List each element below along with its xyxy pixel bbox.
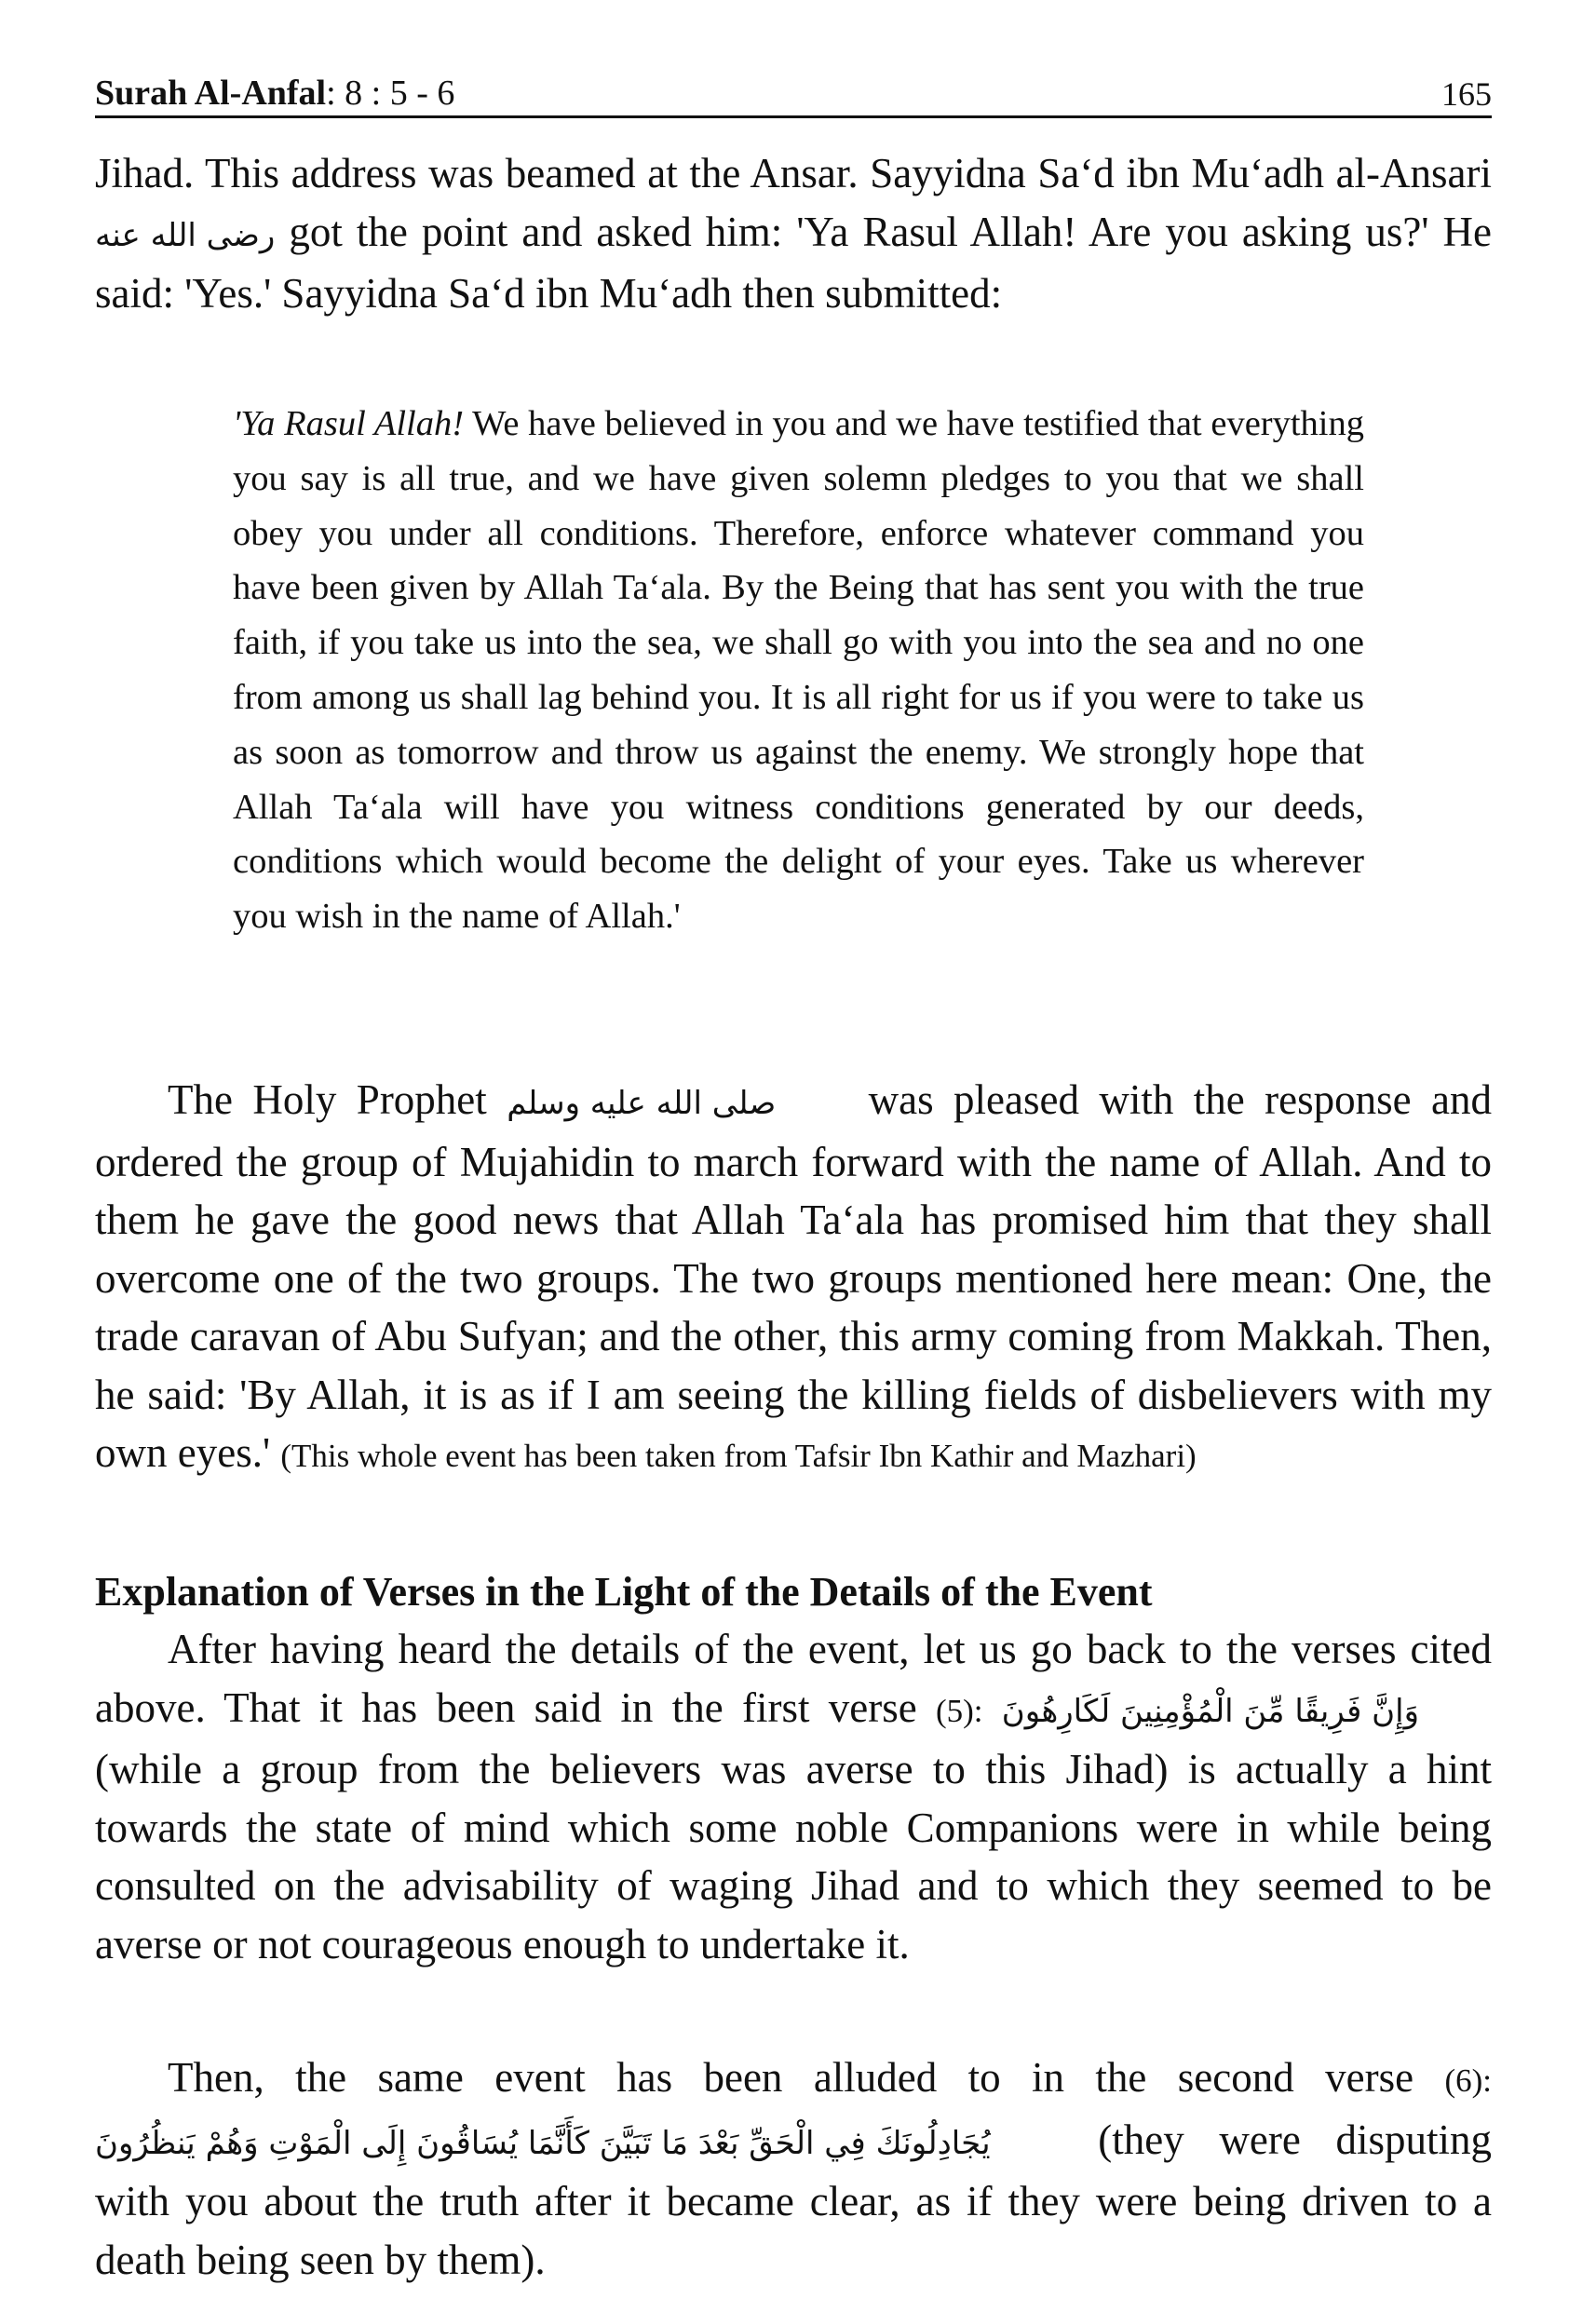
surah-name: Surah Al-Anfal (95, 74, 327, 113)
section-heading: Explanation of Verses in the Light of the Details of the Event (95, 1569, 1153, 1615)
running-header (95, 58, 1492, 114)
verse-number-5: (5): (935, 1692, 983, 1729)
source-note: (This whole event has been taken from Tafsir Ibn Kathir and Mazhari) (280, 1438, 1197, 1474)
arabic-salutation: صلى الله عليه وسلم (507, 1085, 777, 1122)
para1-text-a: Jihad. This address was beamed at the Ansar. Sayyidna Sa‘d ibn Mu‘adh al-Ansari (95, 150, 1492, 196)
para4-text-a: Then, the same event has been alluded to in the second verse (168, 2054, 1414, 2101)
para4-text-b: (they were disputing with you about the truth after it became clear, as if they were being driven to a death being seen by them). (95, 2116, 1492, 2283)
verse-number-6: (6): (1444, 2062, 1492, 2099)
arabic-verse-5: وَإِنَّ فَرِيقًا مِّنَ الْمُؤْمِنِينَ لَكَارِهُونَ (1001, 1692, 1420, 1730)
para3-text-a: After having heard the details of the event, let us go back to the verses cited above. That it has been said in the first verse (95, 1626, 1492, 1731)
paragraph-1 (95, 144, 1492, 323)
para2-text-a: The Holy Prophet (168, 1076, 487, 1123)
paragraph-3 (95, 1620, 1492, 1973)
paragraph-4 (95, 2048, 1492, 2289)
arabic-verse-6: يُجَادِلُونَكَ فِي الْحَقِّ بَعْدَ مَا تَبَيَّنَ كَأَنَّمَا يُسَاقُونَ إِلَى الْمَوْتِ وَهُمْ يَنظُرُونَ (95, 2124, 991, 2162)
verse-reference: : 8 : 5 - 6 (326, 74, 455, 113)
header-divider (95, 115, 1492, 118)
page-number: 165 (1441, 75, 1492, 113)
arabic-honorific: رضى الله عنه (95, 216, 276, 254)
para3-text-b: (while a group from the believers was averse to this Jihad) is actually a hint towards the state of mind which some noble Companions were in while being consulted on the advisability of waging Jihad and to which they seemed to be averse or not courageous enough to undertake it. (95, 1746, 1492, 1967)
para1-text-b: got the point and asked him: 'Ya Rasul Allah! Are you asking us?' He said: 'Yes.' Sayyidna Sa‘d ibn Mu‘adh then submitted: (95, 208, 1492, 317)
header-title (95, 73, 454, 114)
quote-lead: 'Ya Rasul Allah! (233, 404, 465, 443)
quote-text: We have believed in you and we have testified that everything you say is all true, and we have given solemn pledges to you that we shall obey you under all conditions. Therefore, enforce whatever command you have been given by Allah Ta‘ala. By the Being that has sent you with the true faith, if you take us into the sea, we shall go with you into the sea and no one from among us shall lag behind you. It is all right for us if you were to take us as soon as tomorrow and throw us against the enemy. We strongly hope that Allah Ta‘ala will have you witness conditions generated by our deeds, conditions which would become the delight of your eyes. Take us wherever you wish in the name of Allah.' (233, 404, 1364, 937)
para2-text-b: was pleased with the response and ordered the group of Mujahidin to march forward with the name of Allah. And to them he gave the good news that Allah Ta‘ala has promised him that they shall overcome one of the two groups. The two groups mentioned here mean: One, the trade caravan of Abu Sufyan; and the other, this army coming from Makkah. Then, he said: 'By Allah, it is as if I am seeing the killing fields of disbelievers with my own eyes.' (95, 1076, 1493, 1476)
block-quote (233, 397, 1364, 944)
paragraph-2 (95, 1071, 1492, 1486)
